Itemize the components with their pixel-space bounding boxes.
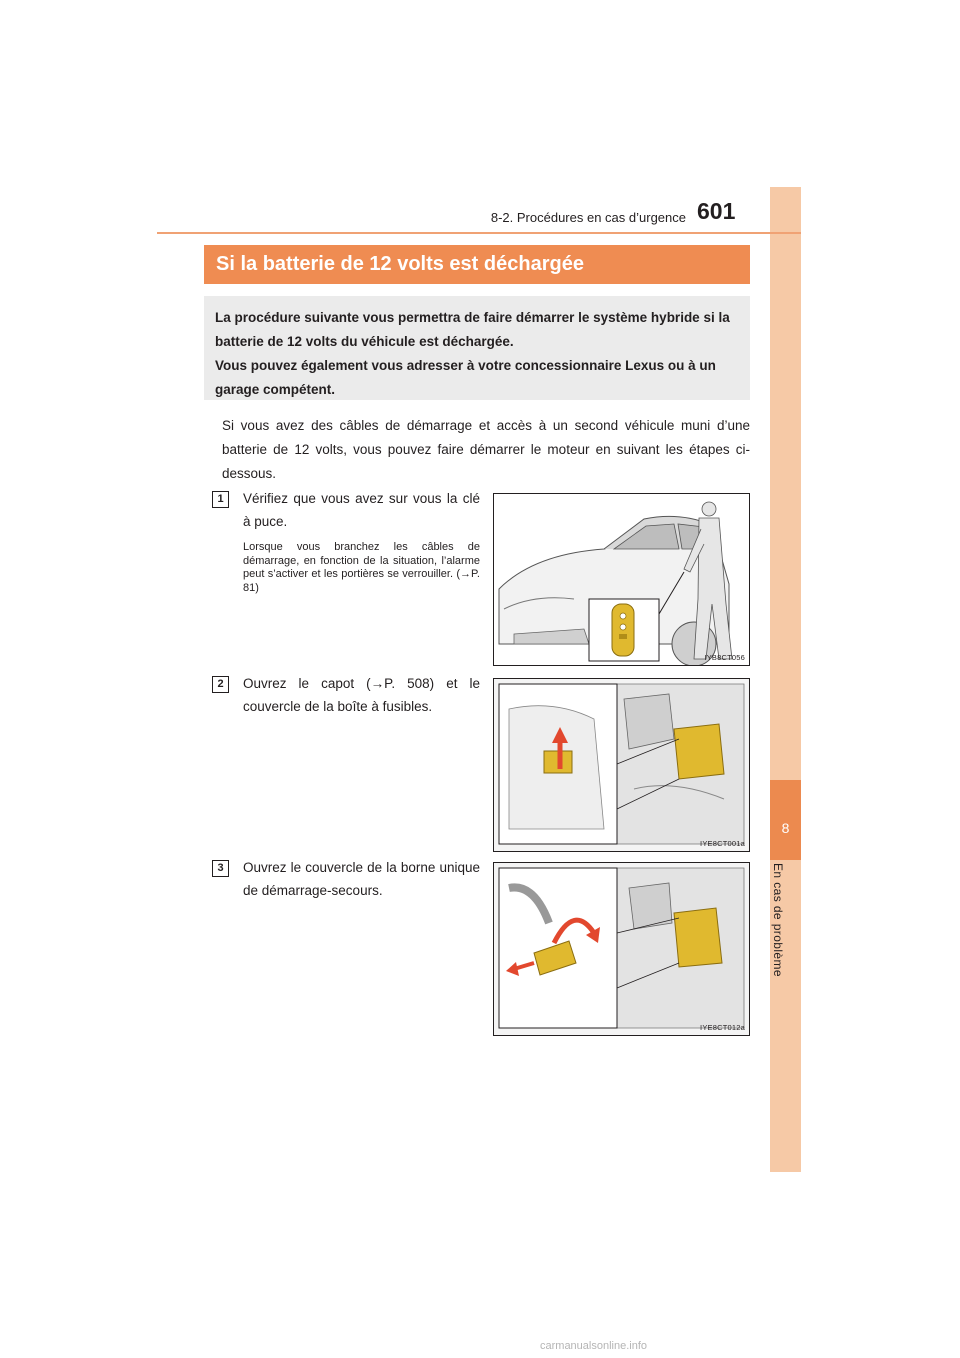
car-with-person-illustration: [494, 494, 749, 665]
chapter-number: 8: [781, 820, 790, 836]
figure-code: IYE8CT012a: [700, 1023, 745, 1032]
figure-code: IYE8CT001a: [700, 839, 745, 848]
section-title: Si la batterie de 12 volts est déchargée: [204, 245, 750, 284]
jump-start-terminal-illustration: [494, 863, 749, 1035]
figure-code: IYB8CT056: [704, 653, 745, 662]
step-3-badge: 3: [212, 860, 229, 877]
figure-jump-terminal: [493, 862, 750, 1036]
figure-fuse-box: [493, 678, 750, 852]
intro-line-2: Vous pouvez également vous adresser à votre concessionnaire Lexus ou à un garage compétent.: [215, 358, 716, 397]
step-2-text: Ouvrez le capot (→P. 508) et le couvercle de la boîte à fusibles.: [243, 676, 480, 714]
header-rule: [157, 232, 801, 234]
step-1-text: Vérifiez que vous avez sur vous la clé à puce.: [243, 491, 480, 529]
step-1-badge: 1: [212, 491, 229, 508]
body-paragraph: Si vous avez des câbles de démarrage et accès à un second véhicule muni d’une batterie de 12 volts, vous pouvez faire démarrer le moteur en suivant les étapes ci-dessous.: [222, 418, 750, 481]
figure-smart-key: [493, 493, 750, 666]
running-header: 8-2. Procédures en cas d’urgence: [490, 210, 686, 225]
step-2-badge: 2: [212, 676, 229, 693]
watermark: carmanualsonline.info: [540, 1340, 648, 1352]
page-number: 601: [697, 198, 736, 224]
intro-line-1: La procédure suivante vous permettra de faire démarrer le système hybride si la batterie de 12 volts du véhicule est déchargée.: [215, 310, 730, 349]
step-1-note: Lorsque vous branchez les câbles de démarrage, en fonction de la situation, l’alarme peut s’activer et les portières se verrouiller. (→P. 81): [243, 541, 480, 594]
engine-bay-fuse-box-illustration: [494, 679, 749, 851]
chapter-title: En cas de problème: [771, 863, 785, 977]
step-3-text: Ouvrez le couvercle de la borne unique de démarrage-secours.: [243, 860, 480, 898]
intro-box: [204, 296, 750, 400]
chapter-sidebar: [770, 187, 801, 1172]
